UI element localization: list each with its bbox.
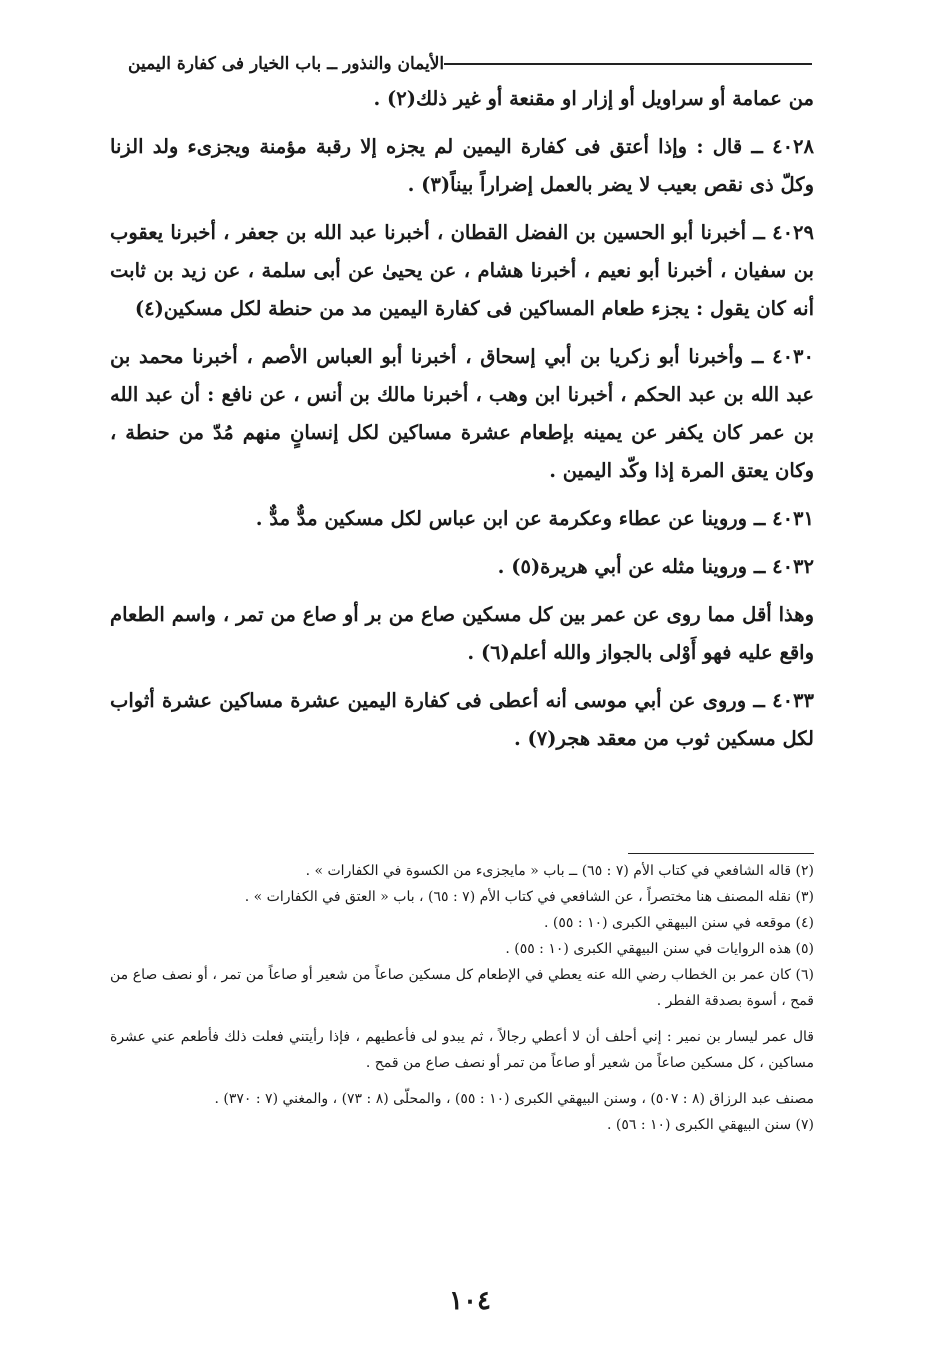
paragraph-4030: ٤٠٣٠ ــ وأخبرنا أبو زكريا بن أبي إسحاق ، أخبرنا أبو العباس الأصم ، أخبرنا محمد بن عبد الله بن عبد الحكم ، أخبرنا ابن وهب ، أخبرنا مالك بن أنس ، عن نافع : أن عبد الله بن عمر كان يكفر عن يمينه بإطعام عشرة مساكين لكل إنسانٍ منهم مُدّ من حنطة ، وكان يعتق المرة إذا وكّد اليمين . (110, 345, 814, 482)
header-title: الأيمان والنذور ــ باب الخيار فى كفارة اليمين (128, 54, 445, 74)
footnote-7: (٧) سنن البيهقي الكبرى (١٠ : ٥٦) . (606, 1117, 814, 1133)
footnote-6-sources: مصنف عبد الرزاق (٨ : ٥٠٧) ، وسنن البيهقي الكبرى (١٠ : ٥٥) ، والمحلّى (٨ : ٧٣) ، والمغني (٧ : ٣٧٠) . (214, 1091, 814, 1107)
paragraph-4029: ٤٠٢٩ ــ أخبرنا أبو الحسين بن الفضل القطان ، أخبرنا عبد الله بن جعفر ، أخبرنا يعقوب بن سفيان ، أخبرنا أبو نعيم ، أخبرنا هشام ، عن يحيىٰ عن أبى سلمة ، عن زيد بن ثابت أنه كان يقول : يجزء طعام المساكين فى كفارة اليمين مد من حنطة لكل مسكين(٤) (110, 221, 814, 320)
footnote-4: (٤) موقعه في سنن البيهقي الكبرى (١٠ : ٥٥) . (544, 915, 814, 931)
paragraph-4033: ٤٠٣٣ ــ وروى عن أبي موسى أنه أعطى فى كفارة اليمين عشرة مساكين عشرة أثواب لكل مسكين ثوب من معقد هجر(٧) . (110, 689, 814, 750)
main-text (110, 80, 814, 768)
paragraph-4032: ٤٠٣٢ ــ وروينا مثله عن أبي هريرة(٥) . (497, 555, 814, 578)
footnote-3: (٣) نقله المصنف هنا مختصراً ، عن الشافعي في كتاب الأم (٧ : ٦٥) ، باب « العتق في الكفارات » . (244, 889, 814, 905)
footnote-6-quote: قال عمر ليسار بن نمير : إني أحلف أن لا أعطي رجالاً ، ثم يبدو لى فأعطيهم ، فإذا رأيتني فعلت ذلك فأطعم عني عشرة مساكين ، كل مسكين صاعاً من شعير أو صاعاً من تمر أو نصف صاع من قمح . (110, 1029, 814, 1071)
paragraph-4031: ٤٠٣١ ــ وروينا عن عطاء وعكرمة عن ابن عباس لكل مسكين مدٌّ مدٌّ . (255, 507, 814, 530)
header-rule (444, 63, 812, 65)
footnote-5: (٥) هذه الروايات في سنن البيهقي الكبرى (١٠ : ٥٥) . (505, 941, 814, 957)
page-number: ١٠٤ (449, 1286, 491, 1316)
paragraph-4028: ٤٠٢٨ ــ قال : وإذا أعتق فى كفارة اليمين لم يجزه إلا رقبة مؤمنة ويجزىء ولد الزنا وكلّ ذى نقص بعيب لا يضر بالعمل إضراراً بيناً(٣) . (110, 135, 814, 196)
paragraph-continuation: من عمامة أو سراويل أو إزار او مقنعة أو غير ذلك(٢) . (373, 87, 814, 110)
footnote-6: (٦) كان عمر بن الخطاب رضي الله عنه يعطي في الإطعام كل مسكين صاعاً من شعير أو صاعاً من تمر ، أو نصف صاع من قمح ، أسوة بصدقة الفطر . (110, 967, 814, 1009)
footnotes (110, 858, 814, 1138)
footnote-2: (٢) قاله الشافعي في كتاب الأم (٧ : ٦٥) ــ باب « مايجزىء من الكسوة في الكفارات » . (305, 863, 814, 879)
paragraph-commentary: وهذا أقل مما روى عن عمر بين كل مسكين صاع من بر أو صاع من تمر ، واسم الطعام واقع عليه فهو أَوْلى بالجواز والله أعلم(٦) . (110, 603, 814, 664)
footnote-separator (628, 853, 814, 854)
running-header (118, 54, 812, 74)
